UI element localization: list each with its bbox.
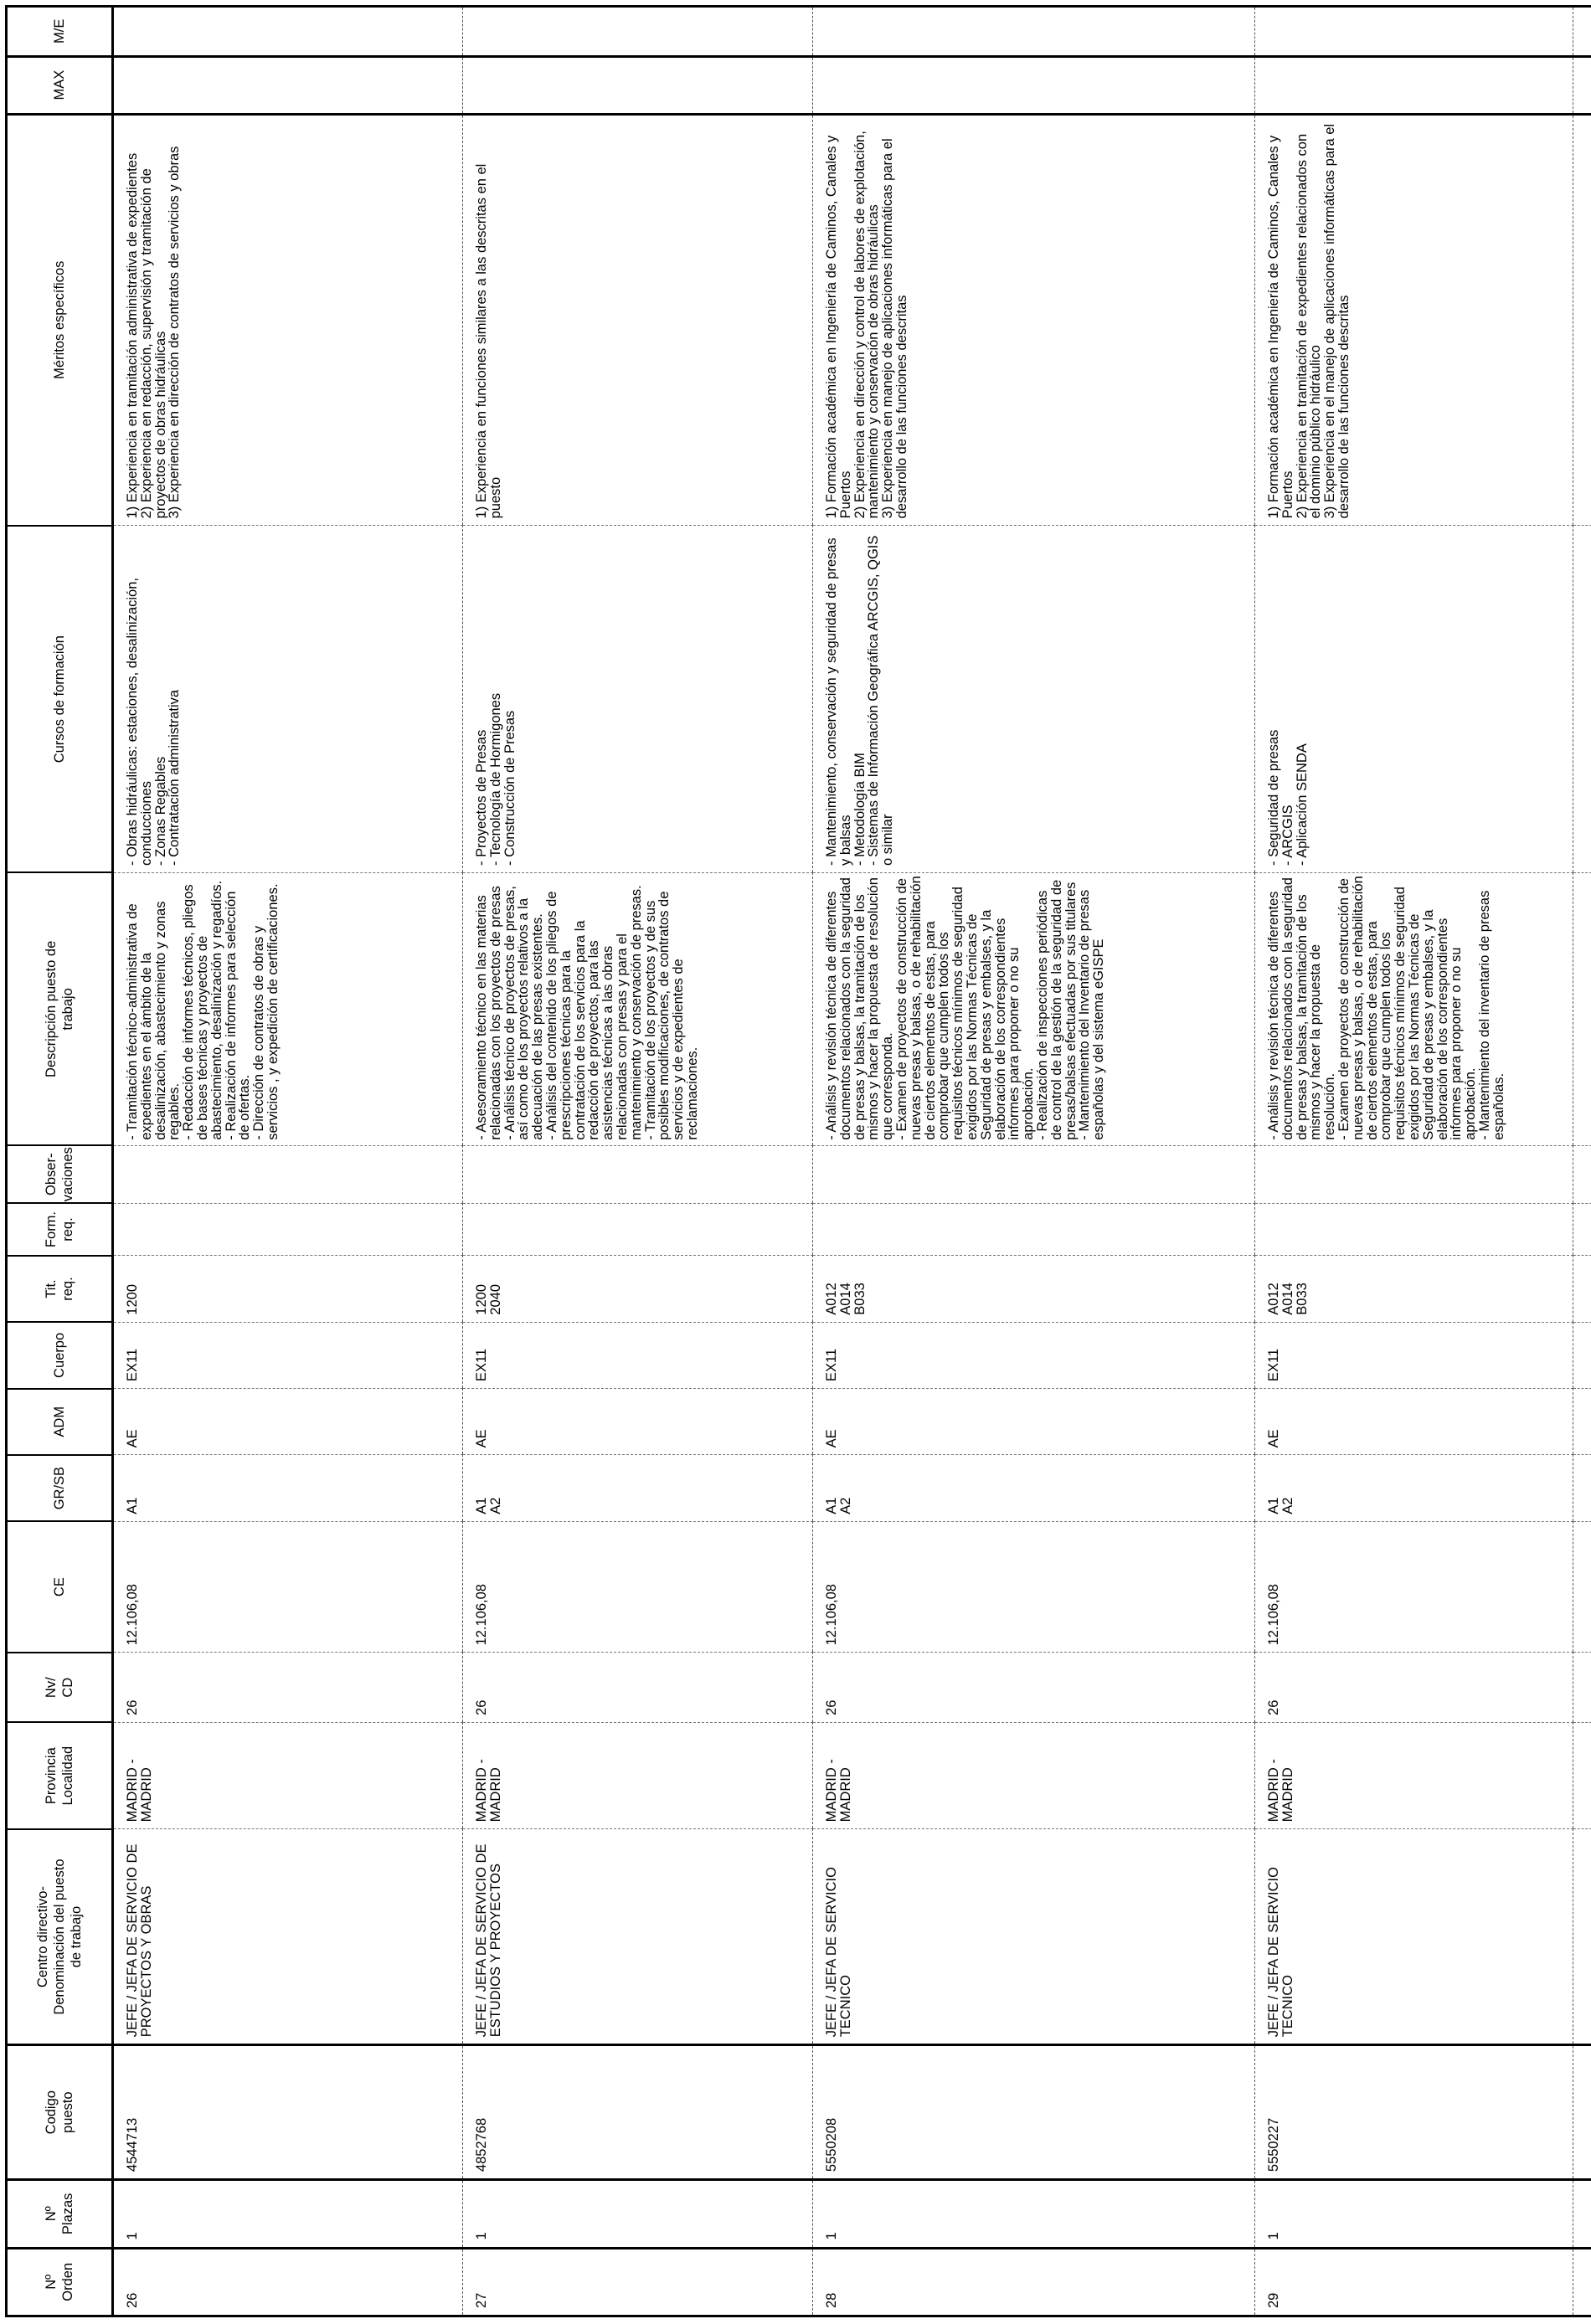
table-row [463, 7, 813, 2316]
cell-orden: 29 [1255, 2248, 1573, 2316]
cell-grupo: A1 [113, 1455, 463, 1521]
cell-codigo: 5550227 [1255, 2045, 1573, 2180]
cell-meritos: 1) Experiencia en tramitación administrativa de expedientes 2) Experiencia en redacción, supervisión y tramitación de proyectos de obras hidráulicas 3) Experiencia en dirección de contratos de servicios y obras [113, 114, 463, 526]
cell-orden: 27 [463, 2248, 813, 2316]
cell-meritos: 1) Formación académica en Ingeniería de Caminos, Canales y Puertos 2) Experiencia en tramitación de expedientes relacionados con el dominio público hidráulico 3) Experiencia en el manejo de aplicaciones informáticas para el desarrollo de las funciones descritas [1255, 114, 1573, 526]
cell-formacion [113, 1203, 463, 1256]
header-cursos: Cursos de formación [7, 526, 113, 873]
cell-me [463, 7, 813, 57]
cell-titulacion: A012 A014 B033 [813, 1256, 1255, 1322]
cell-codigo: 4852768 [463, 2045, 813, 2180]
table-row [813, 7, 1255, 2316]
cell-ce: 12.106,08 [113, 1521, 463, 1653]
cell-grupo: A1 A2 [1255, 1455, 1573, 1521]
table-row [1255, 7, 1573, 2316]
cell-ce: 12.106,08 [463, 1521, 813, 1653]
cell-cursos: - Seguridad de presas - ARCGIS - Aplicación SENDA [1255, 526, 1573, 873]
cell-nivel: 26 [1255, 1653, 1573, 1723]
cell-adm: AE [813, 1389, 1255, 1455]
cell-cuerpo: EX11 [813, 1322, 1255, 1388]
cell-grupo: A1 A2 [813, 1455, 1255, 1521]
header-me: M/E [7, 7, 113, 57]
cell-observaciones [1255, 1145, 1573, 1203]
cell-cursos: - Obras hidráulicas: estaciones, desalinización, conducciones - Zonas Regables - Contratación administrativa [113, 526, 463, 873]
cell-plazas: 1 [813, 2180, 1255, 2248]
table-filler-row [1573, 7, 1591, 2316]
cell-descripcion: - Análisis y revisión técnica de diferentes documentos relacionados con la seguridad de presas y balsas, la tramitación de los mismos y hacer la propuesta de resolución que corresponda. - Examen de proyectos de construcción de nuevas presas y balsas, o de rehabilitación de ciertos elementos de estas, para comprobar que cumplen todos los requisitos técnicos mínimos de seguridad exigidos por las Normas Técnicas de Seguridad de presas y embalses, y la elaboración de los correspondientes informes para proponer o no su aprobación. - Realización de inspecciones periódicas de control de la gestión de la seguridad de presas/balsas efectuadas por sus titulares - Mantenimiento del Inventario de presas españolas y del sistema eGISPE [813, 872, 1255, 1145]
cell-centro: JEFE / JEFA DE SERVICIO TECNICO [813, 1829, 1255, 2045]
cell-max [813, 56, 1255, 114]
cell-provincia: MADRID - MADRID [113, 1722, 463, 1828]
cell-cuerpo: EX11 [113, 1322, 463, 1388]
cell-titulacion: 1200 2040 [463, 1256, 813, 1322]
cell-nivel: 26 [813, 1653, 1255, 1723]
cell-ce: 12.106,08 [813, 1521, 1255, 1653]
header-ce: CE [7, 1521, 113, 1653]
cell-descripcion: - Tramitación técnico-administrativa de expedientes en el ámbito de la desalinización, abastecimiento y zonas regables. - Redacción de informes técnicos, pliegos de bases técnicas y proyectos de abastecimiento, desalinización y regadíos. - Realización de informes para selección de ofertas. - Dirección de contratos de obras y servicios , y expedición de certificaciones. [113, 872, 463, 1145]
cell-me [113, 7, 463, 57]
header-orden: Nº Orden [7, 2248, 113, 2316]
cell-formacion [463, 1203, 813, 1256]
cell-provincia: MADRID - MADRID [813, 1722, 1255, 1828]
header-descripcion: Descripción puesto de trabajo [7, 872, 113, 1145]
header-codigo: Codigo puesto [7, 2045, 113, 2180]
header-meritos: Méritos específicos [7, 114, 113, 526]
cell-grupo: A1 A2 [463, 1455, 813, 1521]
cell-meritos: 1) Experiencia en funciones similares a las descritas en el puesto [463, 114, 813, 526]
cell-plazas: 1 [113, 2180, 463, 2248]
header-formacion: Form. req. [7, 1203, 113, 1256]
header-centro: Centro directivo- Denominación del puesto de trabajo [7, 1829, 113, 2045]
cell-formacion [813, 1203, 1255, 1256]
table-row [113, 7, 463, 2316]
cell-descripcion: - Análisis y revisión técnica de diferentes documentos relacionados con la seguridad de presas y balsas, la tramitación de los mismos y hacer la propuesta de resolución. - Examen de proyectos de construcción de nuevas presas y balsas, o de rehabilitación de ciertos elementos de estas, para comprobar que cumplen todos los requisitos técnicos mínimos de seguridad exigidos por las Normas Técnicas de Seguridad de presas y embalses, y la elaboración de los correspondientes informes para proponer o no su aprobación. - Mantenimiento del inventario de presas españolas. [1255, 872, 1573, 1145]
cell-adm: AE [1255, 1389, 1573, 1455]
cell-ce: 12.106,08 [1255, 1521, 1573, 1653]
header-titulacion: Tit. req. [7, 1256, 113, 1322]
header-max: MAX [7, 56, 113, 114]
cell-me [813, 7, 1255, 57]
cell-cuerpo: EX11 [463, 1322, 813, 1388]
cell-adm: AE [463, 1389, 813, 1455]
header-row [7, 7, 113, 2316]
cell-titulacion: 1200 [113, 1256, 463, 1322]
cell-observaciones [813, 1145, 1255, 1203]
cell-centro: JEFE / JEFA DE SERVICIO DE ESTUDIOS Y PROYECTOS [463, 1829, 813, 2045]
cell-cursos: - Mantenimiento, conservación y seguridad de presas y balsas - Metodología BIM - Sistemas de Información Geográfica ARCGIS, QGIS o similar [813, 526, 1255, 873]
header-observaciones: Obser- vaciones [7, 1145, 113, 1203]
header-cuerpo: Cuerpo [7, 1322, 113, 1388]
cell-titulacion: A012 A014 B033 [1255, 1256, 1573, 1322]
cell-provincia: MADRID - MADRID [463, 1722, 813, 1828]
cell-plazas: 1 [1255, 2180, 1573, 2248]
cell-cuerpo: EX11 [1255, 1322, 1573, 1388]
cell-observaciones [113, 1145, 463, 1203]
cell-max [463, 56, 813, 114]
cell-plazas: 1 [463, 2180, 813, 2248]
cell-centro: JEFE / JEFA DE SERVICIO DE PROYECTOS Y OBRAS [113, 1829, 463, 2045]
cell-nivel: 26 [113, 1653, 463, 1723]
cell-provincia: MADRID - MADRID [1255, 1722, 1573, 1828]
cell-observaciones [463, 1145, 813, 1203]
cell-max [1255, 56, 1573, 114]
cell-max [113, 56, 463, 114]
cell-adm: AE [113, 1389, 463, 1455]
header-provincia: Provincia Localidad [7, 1722, 113, 1828]
cell-codigo: 5550208 [813, 2045, 1255, 2180]
header-grupo: GR/SB [7, 1455, 113, 1521]
cell-me [1255, 7, 1573, 57]
header-nivel: Nv/ CD [7, 1653, 113, 1723]
cell-nivel: 26 [463, 1653, 813, 1723]
cell-formacion [1255, 1203, 1573, 1256]
cell-codigo: 4544713 [113, 2045, 463, 2180]
cell-meritos: 1) Formación académica en Ingeniería de Caminos, Canales y Puertos 2) Experiencia en dirección y control de labores de explotación, mantenimiento y conservación de obras hidráulicas 3) Experiencia en manejo de aplicaciones informáticas para el desarrollo de las funciones descritas [813, 114, 1255, 526]
header-adm: ADM [7, 1389, 113, 1455]
cell-centro: JEFE / JEFA DE SERVICIO TECNICO [1255, 1829, 1573, 2045]
cell-orden: 28 [813, 2248, 1255, 2316]
job-positions-table [5, 5, 1591, 2317]
header-plazas: Nº Plazas [7, 2180, 113, 2248]
cell-cursos: - Proyectos de Presas - Tecnología de Hormigones - Construcción de Presas [463, 526, 813, 873]
cell-orden: 26 [113, 2248, 463, 2316]
cell-descripcion: - Asesoramiento técnico en las materias relacionadas con los proyectos de presas - Análisis técnico de proyectos de presas, así como de los proyectos relativos a la adecuación de las presas existentes. - Análisis del contenido de los pliegos de prescripciones técnicas para la contratación de los servicios para la redacción de proyectos, para las asistencias técnicas a las obras relacionadas con presas y para el mantenimiento y conservación de presas. - Tramitación de los proyectos y de sus posibles modificaciones, de contratos de servicios y de expedientes de reclamaciones. [463, 872, 813, 1145]
